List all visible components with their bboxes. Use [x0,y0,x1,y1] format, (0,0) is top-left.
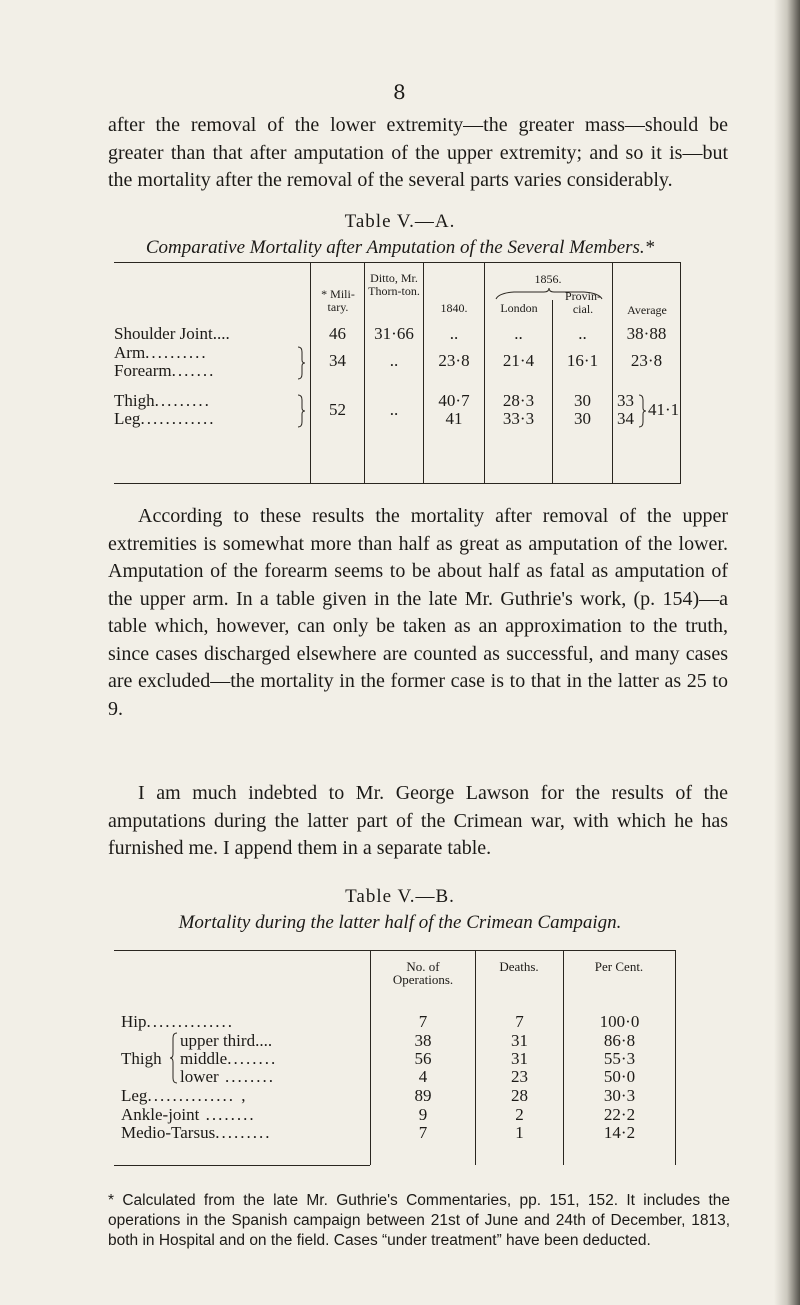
paragraph-intro: after the removal of the lower extremity—the greater mass—should be greater than that after amputation of the upper extremity; and so it is—but the mortality after the removal of the several parts varies considerably. [108,114,728,191]
table-a-title: Table V.—A. [344,211,456,232]
table-b-caption: Mortality during the latter half of the Crimean Campaign. [178,912,622,933]
header-percent: Per Cent. [594,959,644,974]
cell-lower-deaths: 23 [511,1067,528,1086]
cell-thigh-1840: 40·7 [438,391,470,410]
table-b-col-divider [675,950,676,1165]
cell-thigh-provincial: 30 [574,391,591,410]
row-label-leg-b: Leg.............. , [121,1086,248,1105]
header-1856: 1856. [534,272,562,286]
brace-average [637,394,647,428]
table-a-col-divider [680,262,681,483]
header-ditto-thornton: Ditto, Mr. Thorn-ton. [368,271,420,298]
table-a-col-divider [612,262,613,483]
cell-leg-deaths: 28 [511,1086,528,1105]
table-a-col-divider [423,262,424,483]
row-label-leg: Leg............ [114,409,216,428]
cell-ankle-operations: 9 [418,1105,428,1124]
cell-upper-operations: 38 [414,1031,432,1050]
page-number: 8 [393,80,406,104]
cell-middle-percent: 55·3 [603,1049,636,1068]
cell-middle-deaths: 31 [511,1049,528,1068]
row-label-forearm: Forearm....... [114,361,216,380]
cell-thigh-london: 28·3 [502,391,535,410]
cell-leg-average: 34 [617,409,634,428]
cell-combined-average: 41·1 [648,400,680,419]
row-label-hip: Hip.............. [121,1012,234,1031]
header-1840: 1840. [440,301,468,315]
header-average: Average [627,303,667,317]
cell-medio-deaths: 1 [515,1123,524,1142]
header-provincial: Provin-cial. [565,289,601,316]
cell-shoulder-london: .. [514,324,523,343]
cell-hip-deaths: 7 [515,1012,524,1031]
cell-upper-deaths: 31 [511,1031,528,1050]
brace-thigh-leg [296,394,306,428]
cell-leg-london: 33·3 [502,409,535,428]
cell-medio-operations: 7 [418,1123,428,1142]
cell-shoulder-provincial: .. [578,324,587,343]
row-label-thigh: Thigh......... [114,391,211,410]
paragraph-acknowledgement: I am much indebted to Mr. George Lawson for the results of the amputations during the latter part of the Crimean war, with which he has furnished me. I append them in a separate table. [108,782,728,859]
footnote: * Calculated from the late Mr. Guthrie's Commentaries, pp. 151, 152. It includes the operations in the Spanish campaign between 21st of June and 24th of December, 1813, both in Hospital and on the field. Cases “under treatment” have been deducted. [108,1192,730,1249]
table-b-bottom-rule [114,1165,370,1166]
cell-leg-1840: 41 [445,409,463,428]
medio-tarsus-label: Medio-Tarsus [121,1123,216,1142]
cell-thigh-average: 33 [617,391,634,410]
cell-shoulder-military: 46 [329,324,346,343]
thigh-group-label: Thigh [121,1049,162,1068]
cell-arm-military: 34 [329,351,346,370]
paragraph-results: According to these results the mortality after removal of the upper extremities is somewhat more than half as great as amputation of the lower. Amputation of the forearm seems to be about half as fatal as amputation of the upper arm. In a table given in the late Mr. Guthrie's work, (p. 154)—a table which, however, can only be taken as an approximation to the truth, since cases discharged elsewhere are counted as successful, and many cases are excluded—the mortality in the former case is to that in the latter as 25 to 9. [108,505,728,720]
page-edge-shadow [774,0,800,1305]
row-label-upper-third: upper third.... [180,1031,273,1050]
cell-arm-ditto: .. [389,351,399,370]
cell-lower-percent: 50·0 [603,1067,636,1086]
cell-arm-london: 21·4 [502,351,535,370]
ankle-label: Ankle-joint [121,1105,200,1124]
header-london: London [500,301,538,315]
table-b-top-rule [114,950,675,951]
cell-arm-provincial: 16·1 [566,351,599,370]
cell-leg-provincial: 30 [574,409,591,428]
header-deaths: Deaths. [499,959,539,974]
hip-label: Hip [121,1012,147,1031]
table-a-top-rule [114,262,681,263]
forearm-label: Forearm [114,361,172,380]
cell-ankle-percent: 22·2 [603,1105,636,1124]
row-label-shoulder: Shoulder Joint.... [114,324,230,343]
cell-hip-operations: 7 [418,1012,428,1031]
cell-arm-average: 23·8 [630,351,663,370]
brace-arm-forearm [296,346,306,380]
cell-shoulder-average: 38·88 [626,324,667,343]
row-label-lower: lower ........ [180,1067,275,1086]
table-a-col-divider [364,262,365,483]
leg-label: Leg [114,409,141,428]
thigh-label: Thigh [114,391,155,410]
lower-label: lower [180,1067,219,1086]
brace-thigh-group [169,1032,179,1084]
middle-label: middle [180,1049,228,1068]
leg-b-label: Leg [121,1086,148,1105]
row-label-ankle: Ankle-joint ........ [121,1105,256,1124]
cell-arm-1840: 23·8 [438,351,470,370]
cell-ankle-deaths: 2 [515,1105,524,1124]
table-a-bottom-rule [114,483,681,484]
cell-medio-percent: 14·2 [603,1123,636,1142]
cell-shoulder-ditto: 31·66 [374,324,414,343]
cell-hip-percent: 100·0 [599,1012,640,1031]
table-a-caption: Comparative Mortality after Amputation of the Several Members.* [145,237,655,258]
table-b-title: Table V.—B. [345,886,455,907]
row-label-medio-tarsus: Medio-Tarsus......... [121,1123,272,1142]
row-label-arm: Arm.......... [114,343,208,362]
cell-thigh-military: 52 [329,400,346,419]
table-a-col-divider [310,262,311,483]
table-a-col-divider [484,262,485,483]
cell-lower-operations: 4 [418,1067,428,1086]
header-military: * Mili-tary. [321,287,355,314]
cell-upper-percent: 86·8 [603,1031,636,1050]
cell-shoulder-1840: .. [449,324,459,343]
arm-label: Arm [114,343,146,362]
header-operations: No. of Operations. [392,959,454,987]
cell-leg-operations: 89 [414,1086,432,1105]
row-label-middle: middle........ [180,1049,278,1068]
cell-thigh-ditto: .. [389,400,399,419]
cell-middle-operations: 56 [414,1049,432,1068]
cell-leg-percent: 30·3 [603,1086,636,1105]
